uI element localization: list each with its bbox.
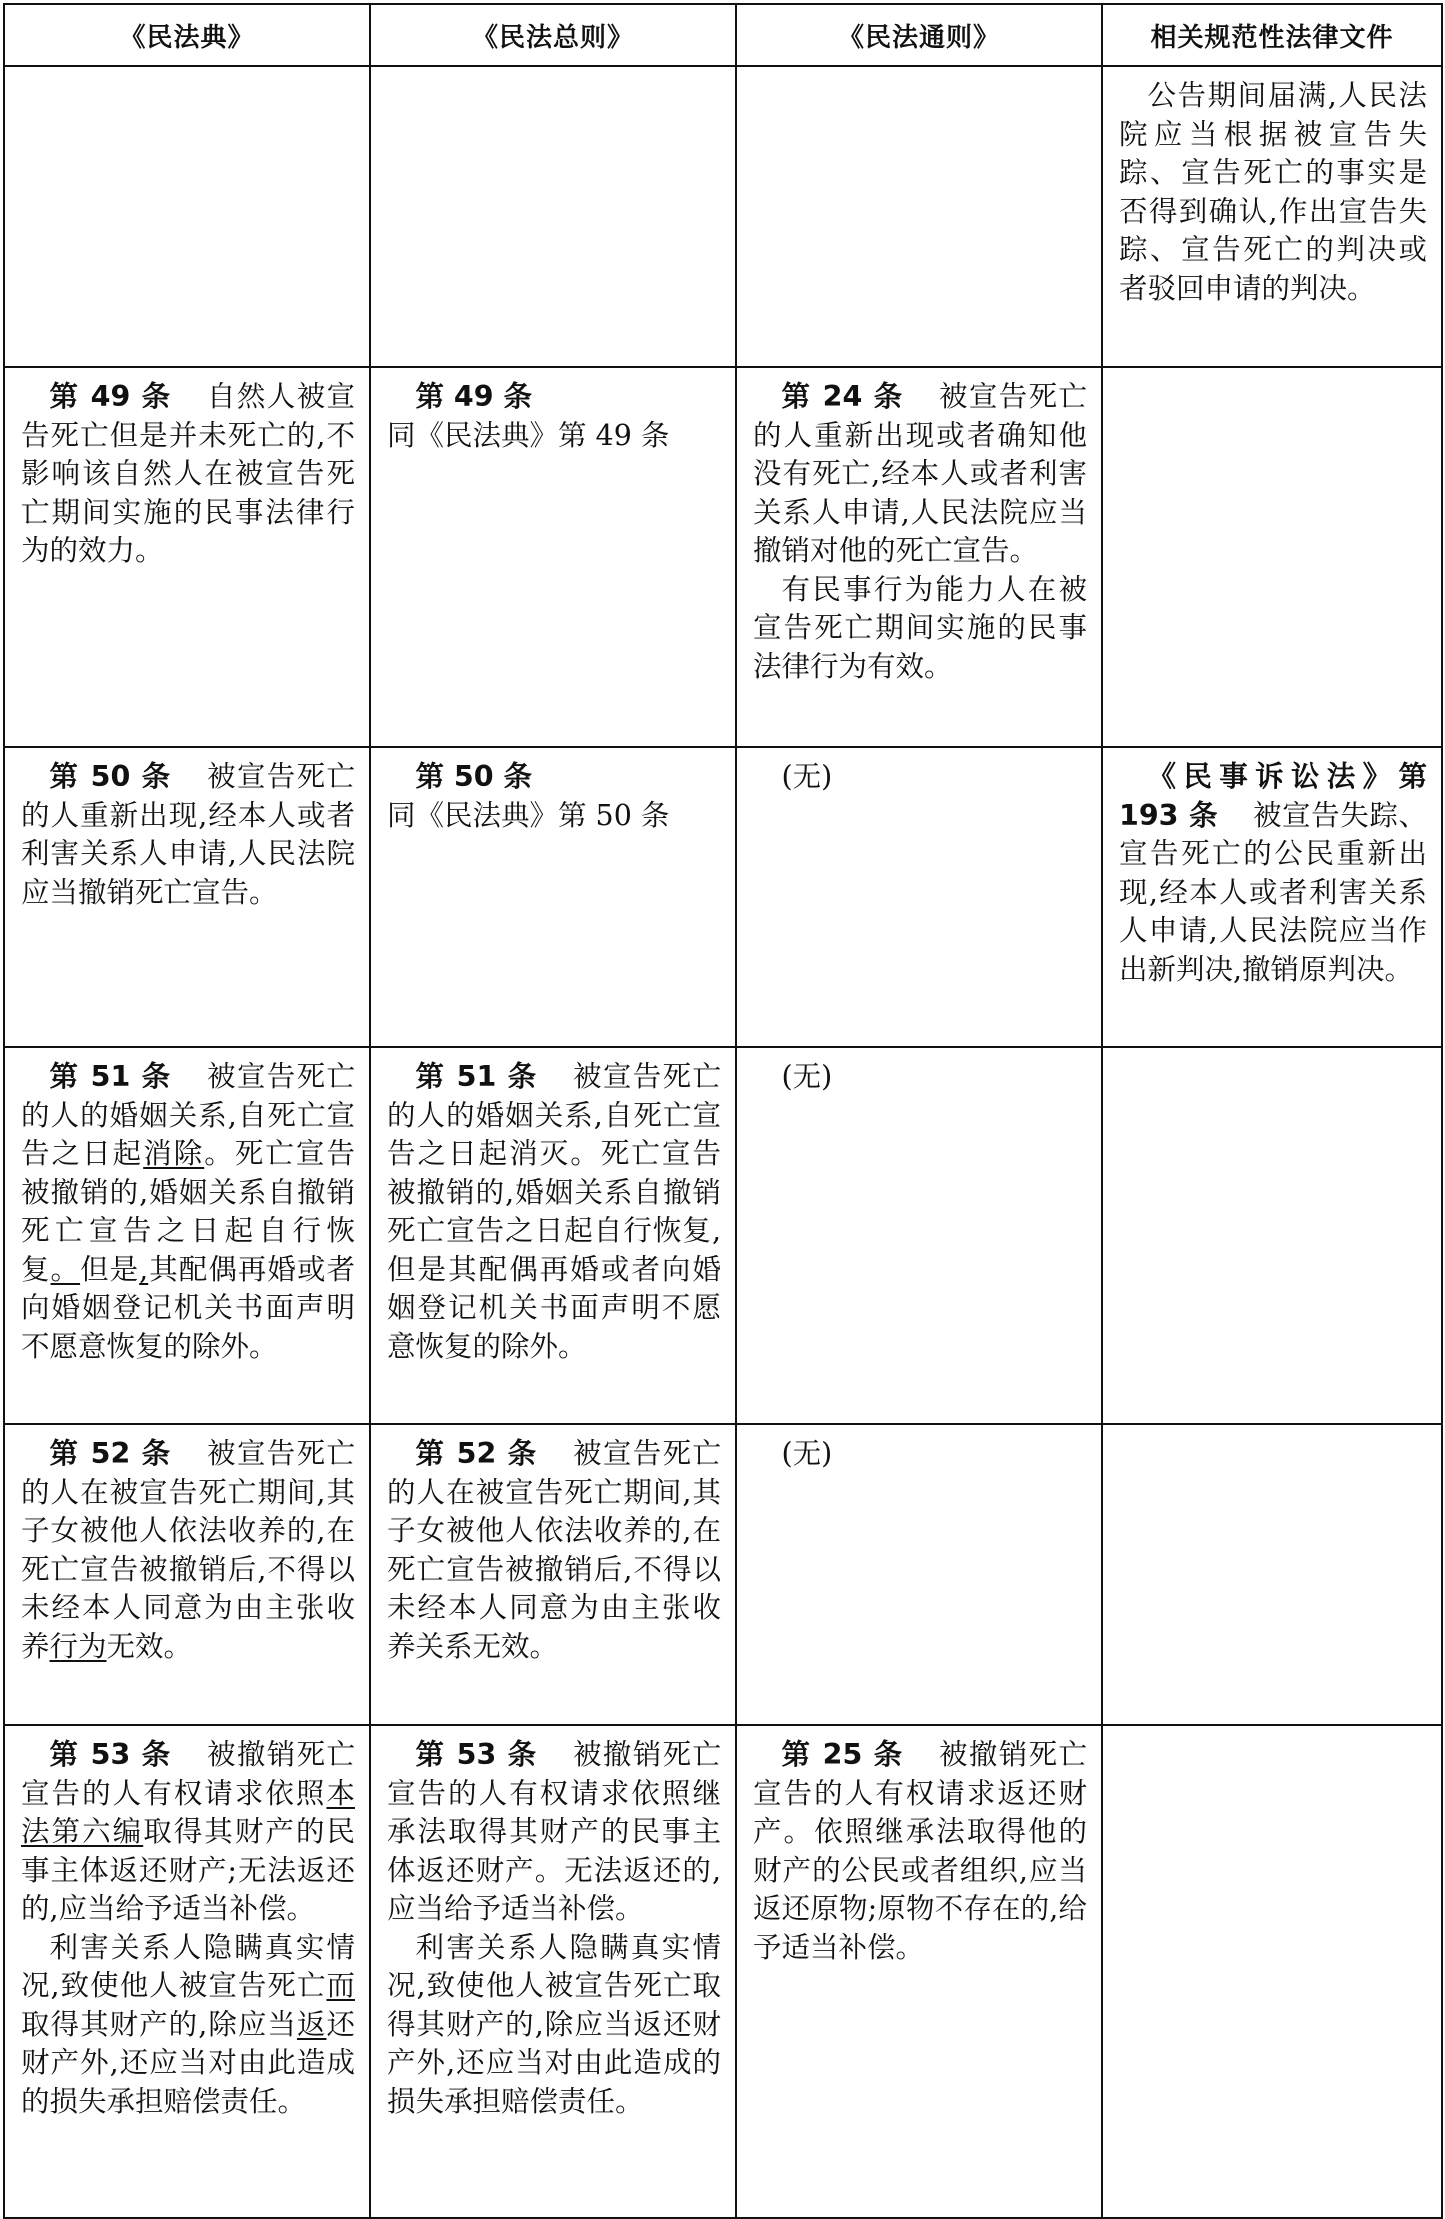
table-row	[4, 747, 1442, 1047]
table-row	[4, 66, 1442, 367]
article-text: 同《民法典》第 49 条	[387, 418, 670, 452]
article-paragraph-2: 利害关系人隐瞒真实情况,致使他人被宣告死亡取得其财产的,除应当返还财产外,还应当对由此造成的损失承担赔偿责任。	[387, 1930, 721, 2118]
cell-civil-code: 第 52 条 被宣告死亡的人在被宣告死亡期间,其子女被他人依法收养的,在死亡宣告被撤销后,不得以未经本人同意为由主张收养行为无效。	[4, 1424, 370, 1725]
cell-general-provisions	[370, 747, 736, 1047]
amended-text: 。	[50, 1252, 81, 1286]
article-text: 同《民法典》第 50 条	[387, 798, 670, 832]
header-civil-code: 《民法典》	[4, 4, 370, 66]
cell-general-provisions	[370, 1424, 736, 1725]
amended-text: 消除	[143, 1137, 205, 1170]
cell-general-principles	[736, 367, 1102, 747]
article-number: 第 24 条	[781, 380, 904, 413]
amended-text: 本法第六编	[21, 1776, 355, 1848]
amended-text: 行为	[49, 1629, 107, 1663]
article-number: 第 25 条	[781, 1738, 904, 1771]
cell-general-principles	[736, 1424, 1102, 1725]
article-text: 被宣告死亡的人重新出现或者确知他没有死亡,经本人或者利害关系人申请,人民法院应当撤销对他的死亡宣告。	[753, 380, 1087, 567]
table-row	[4, 1725, 1442, 2218]
cell-civil-code	[4, 747, 370, 1047]
table-row	[4, 1047, 1442, 1424]
law-comparison-table	[3, 3, 1443, 2219]
cell-general-provisions	[370, 367, 736, 747]
article-text: 被宣告死亡的人的婚姻关系,自死亡宣告之日起消灭。死亡宣告被撤销的,婚姻关系自撤销死亡宣告之日起自行恢复,但是其配偶再婚或者向婚姻登记机关书面声明不愿意恢复的除外。	[387, 1060, 721, 1363]
cell-general-principles	[736, 747, 1102, 1047]
article-number: 第 50 条	[49, 760, 172, 793]
cell-related-documents	[1102, 1424, 1442, 1725]
article-text: 被撤销死亡宣告的人有权请求依照继承法取得其财产的民事主体返还财产。无法返还的,应当给予适当补偿。	[387, 1738, 721, 1925]
article-number: 第 52 条	[415, 1437, 538, 1470]
amended-text: ,	[139, 1252, 149, 1286]
table-header-row	[4, 4, 1442, 66]
table-row	[4, 367, 1442, 747]
article-text: 被撤销死亡宣告的人有权请求返还财产。依照继承法取得他的财产的公民或者组织,应当返还原物;原物不存在的,给予适当补偿。	[753, 1738, 1087, 1964]
article-number: 第 50 条	[415, 760, 533, 793]
cell-civil-code	[4, 66, 370, 367]
cell-general-principles	[736, 66, 1102, 367]
article-number: 第 53 条	[49, 1738, 172, 1771]
article-number: 《民事诉讼法》第 193 条	[1119, 760, 1427, 832]
none-text: (无)	[781, 760, 833, 793]
cell-general-provisions	[370, 1725, 736, 2218]
header-general-principles: 《民法通则》	[736, 4, 1102, 66]
article-text: 被宣告失踪、宣告死亡的公民重新出现,经本人或者利害关系人申请,人民法院应当作出新判决,撤销原判决。	[1119, 798, 1427, 986]
cell-related-documents	[1102, 367, 1442, 747]
cell-civil-code	[4, 367, 370, 747]
table-row	[4, 1424, 1442, 1725]
cell-related-documents	[1102, 747, 1442, 1047]
cell-general-provisions	[370, 66, 736, 367]
article-number: 第 51 条	[49, 1060, 172, 1093]
header-general-provisions: 《民法总则》	[370, 4, 736, 66]
none-text: (无)	[781, 1437, 833, 1470]
header-related-documents: 相关规范性法律文件	[1102, 4, 1442, 66]
cell-related-documents	[1102, 66, 1442, 367]
cell-related-documents	[1102, 1725, 1442, 2218]
cell-general-principles	[736, 1725, 1102, 2218]
cell-civil-code: 第 51 条 被宣告死亡的人的婚姻关系,自死亡宣告之日起消除。死亡宣告被撤销的,婚姻关系自撤销死亡宣告之日起自行恢复。但是,其配偶再婚或者向婚姻登记机关书面声明不愿意恢复的除外。	[4, 1047, 370, 1424]
amended-text: 返	[296, 2007, 327, 2041]
amended-text: 而	[326, 1969, 355, 2002]
none-text: (无)	[781, 1060, 833, 1093]
article-number: 第 51 条	[415, 1060, 538, 1093]
article-paragraph-2: 有民事行为能力人在被宣告死亡期间实施的民事法律行为有效。	[753, 572, 1087, 683]
article-text: 被宣告死亡的人重新出现,经本人或者利害关系人申请,人民法院应当撤销死亡宣告。	[21, 760, 355, 909]
cell-general-principles	[736, 1047, 1102, 1424]
article-number: 第 52 条	[49, 1437, 172, 1470]
article-number: 第 53 条	[415, 1738, 538, 1771]
article-text: 自然人被宣告死亡但是并未死亡的,不影响该自然人在被宣告死亡期间实施的民事法律行为的效力。	[21, 380, 355, 567]
article-text: 被宣告死亡的人在被宣告死亡期间,其子女被他人依法收养的,在死亡宣告被撤销后,不得以未经本人同意为由主张收养关系无效。	[387, 1437, 721, 1663]
article-number: 第 49 条	[415, 380, 533, 413]
cell-related-documents	[1102, 1047, 1442, 1424]
article-paragraph-2: 利害关系人隐瞒真实情况,致使他人被宣告死亡而取得其财产的,除应当返还财产外,还应当对由此造成的损失承担赔偿责任。	[21, 1930, 355, 2118]
cell-civil-code: 第 53 条 被撤销死亡宣告的人有权请求依照本法第六编取得其财产的民事主体返还财产;无法返还的,应当给予适当补偿。 利害关系人隐瞒真实情况,致使他人被宣告死亡而取得其财产的,除应当返还财产外,还应当对由此造成的损失承担赔偿责任。	[4, 1725, 370, 2218]
article-number: 第 49 条	[49, 380, 172, 413]
cell-general-provisions	[370, 1047, 736, 1424]
cell-text: 公告期间届满,人民法院应当根据被宣告失踪、宣告死亡的事实是否得到确认,作出宣告失踪、宣告死亡的判决或者驳回申请的判决。	[1119, 79, 1427, 305]
